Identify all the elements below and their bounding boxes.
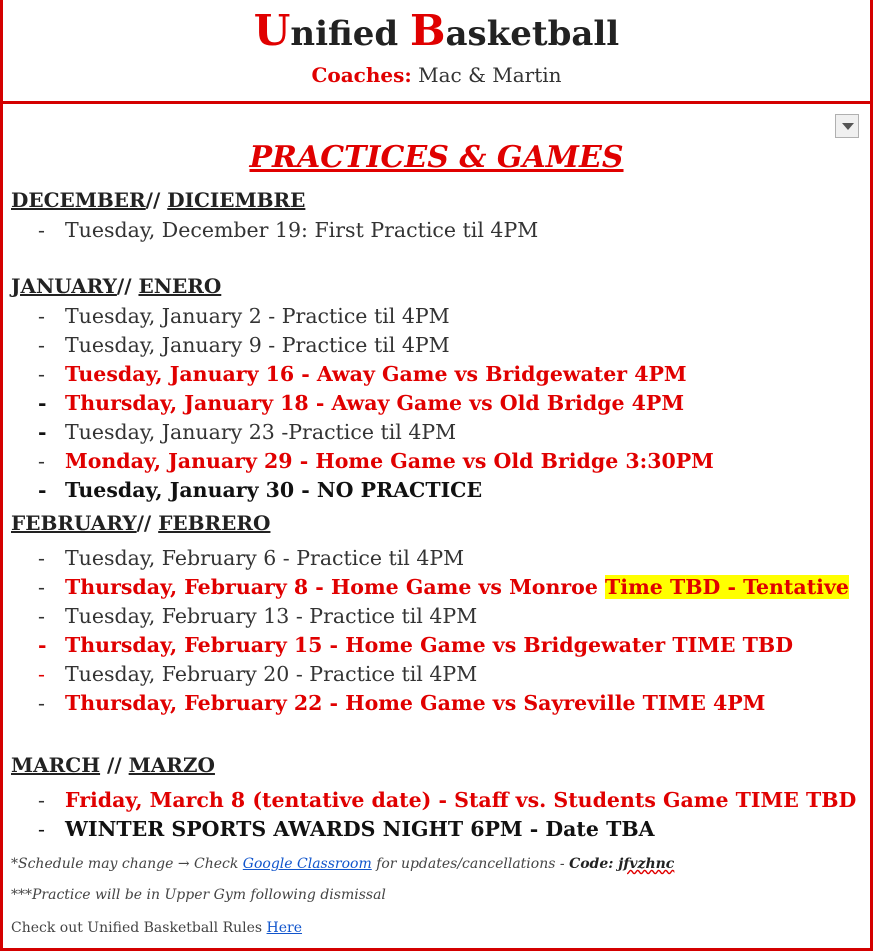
coaches-label: Coaches: [311,63,412,87]
month-heading-december: DECEMBER// DICIEMBRE [11,188,306,212]
month-heading-february: FEBRUARY// FEBRERO [11,511,271,535]
december-list [38,216,538,245]
list-item: - Thursday, January 18 - Away Game vs Old Bridge 4PM [38,391,685,415]
january-list [38,302,714,505]
month-heading-january: JANUARY// ENERO [11,274,222,298]
header [0,0,873,104]
list-item: - Tuesday, February 13 - Practice til 4PM [38,604,478,628]
class-code: Code: jfvzhnc [569,856,675,872]
list-item: - Tuesday, January 2 - Practice til 4PM [38,304,450,328]
list-item: - Tuesday, February 6 - Practice til 4PM [38,546,465,570]
rules-note: Check out Unified Basketball Rules Here [11,920,303,936]
list-item: - Tuesday, January 23 -Practice til 4PM [38,420,457,444]
list-item: - Tuesday, December 19: First Practice til 4PM [38,218,539,242]
coaches-value: Mac & Martin [411,63,562,87]
gym-note: ***Practice will be in Upper Gym following dismissal [11,887,386,903]
list-item: - Tuesday, January 30 - NO PRACTICE [38,478,483,502]
list-item: - Monday, January 29 - Home Game vs Old Bridge 3:30PM [38,449,714,473]
march-list [38,786,856,844]
month-heading-march: MARCH // MARZO [11,753,215,777]
page-title: Unified Basketball [253,6,620,55]
tentative-highlight: Time TBD - Tentative [605,575,849,599]
schedule-note: *Schedule may change → Check Google Classroom for updates/cancellations - Code: jfvzhnc [11,856,675,872]
google-classroom-link[interactable]: Google Classroom [242,856,372,872]
list-item: - WINTER SPORTS AWARDS NIGHT 6PM - Date TBA [38,817,655,841]
february-list [38,544,849,718]
list-item: - Tuesday, January 9 - Practice til 4PM [38,333,450,357]
list-item: - Thursday, February 15 - Home Game vs Bridgewater TIME TBD [38,633,794,657]
rules-link[interactable]: Here [266,920,303,936]
list-item: - Friday, March 8 (tentative date) - Staff vs. Students Game TIME TBD [38,788,857,812]
section-heading: PRACTICES & GAMES [249,140,624,175]
list-item: - Tuesday, February 20 - Practice til 4PM [38,662,478,686]
list-item: - Tuesday, January 16 - Away Game vs Bridgewater 4PM [38,362,687,386]
list-item: - Thursday, February 8 - Home Game vs Monroe Time TBD - Tentative [38,575,849,599]
chevron-down-icon[interactable] [835,114,859,138]
list-item: - Thursday, February 22 - Home Game vs Sayreville TIME 4PM [38,691,766,715]
coaches-line [0,63,873,87]
